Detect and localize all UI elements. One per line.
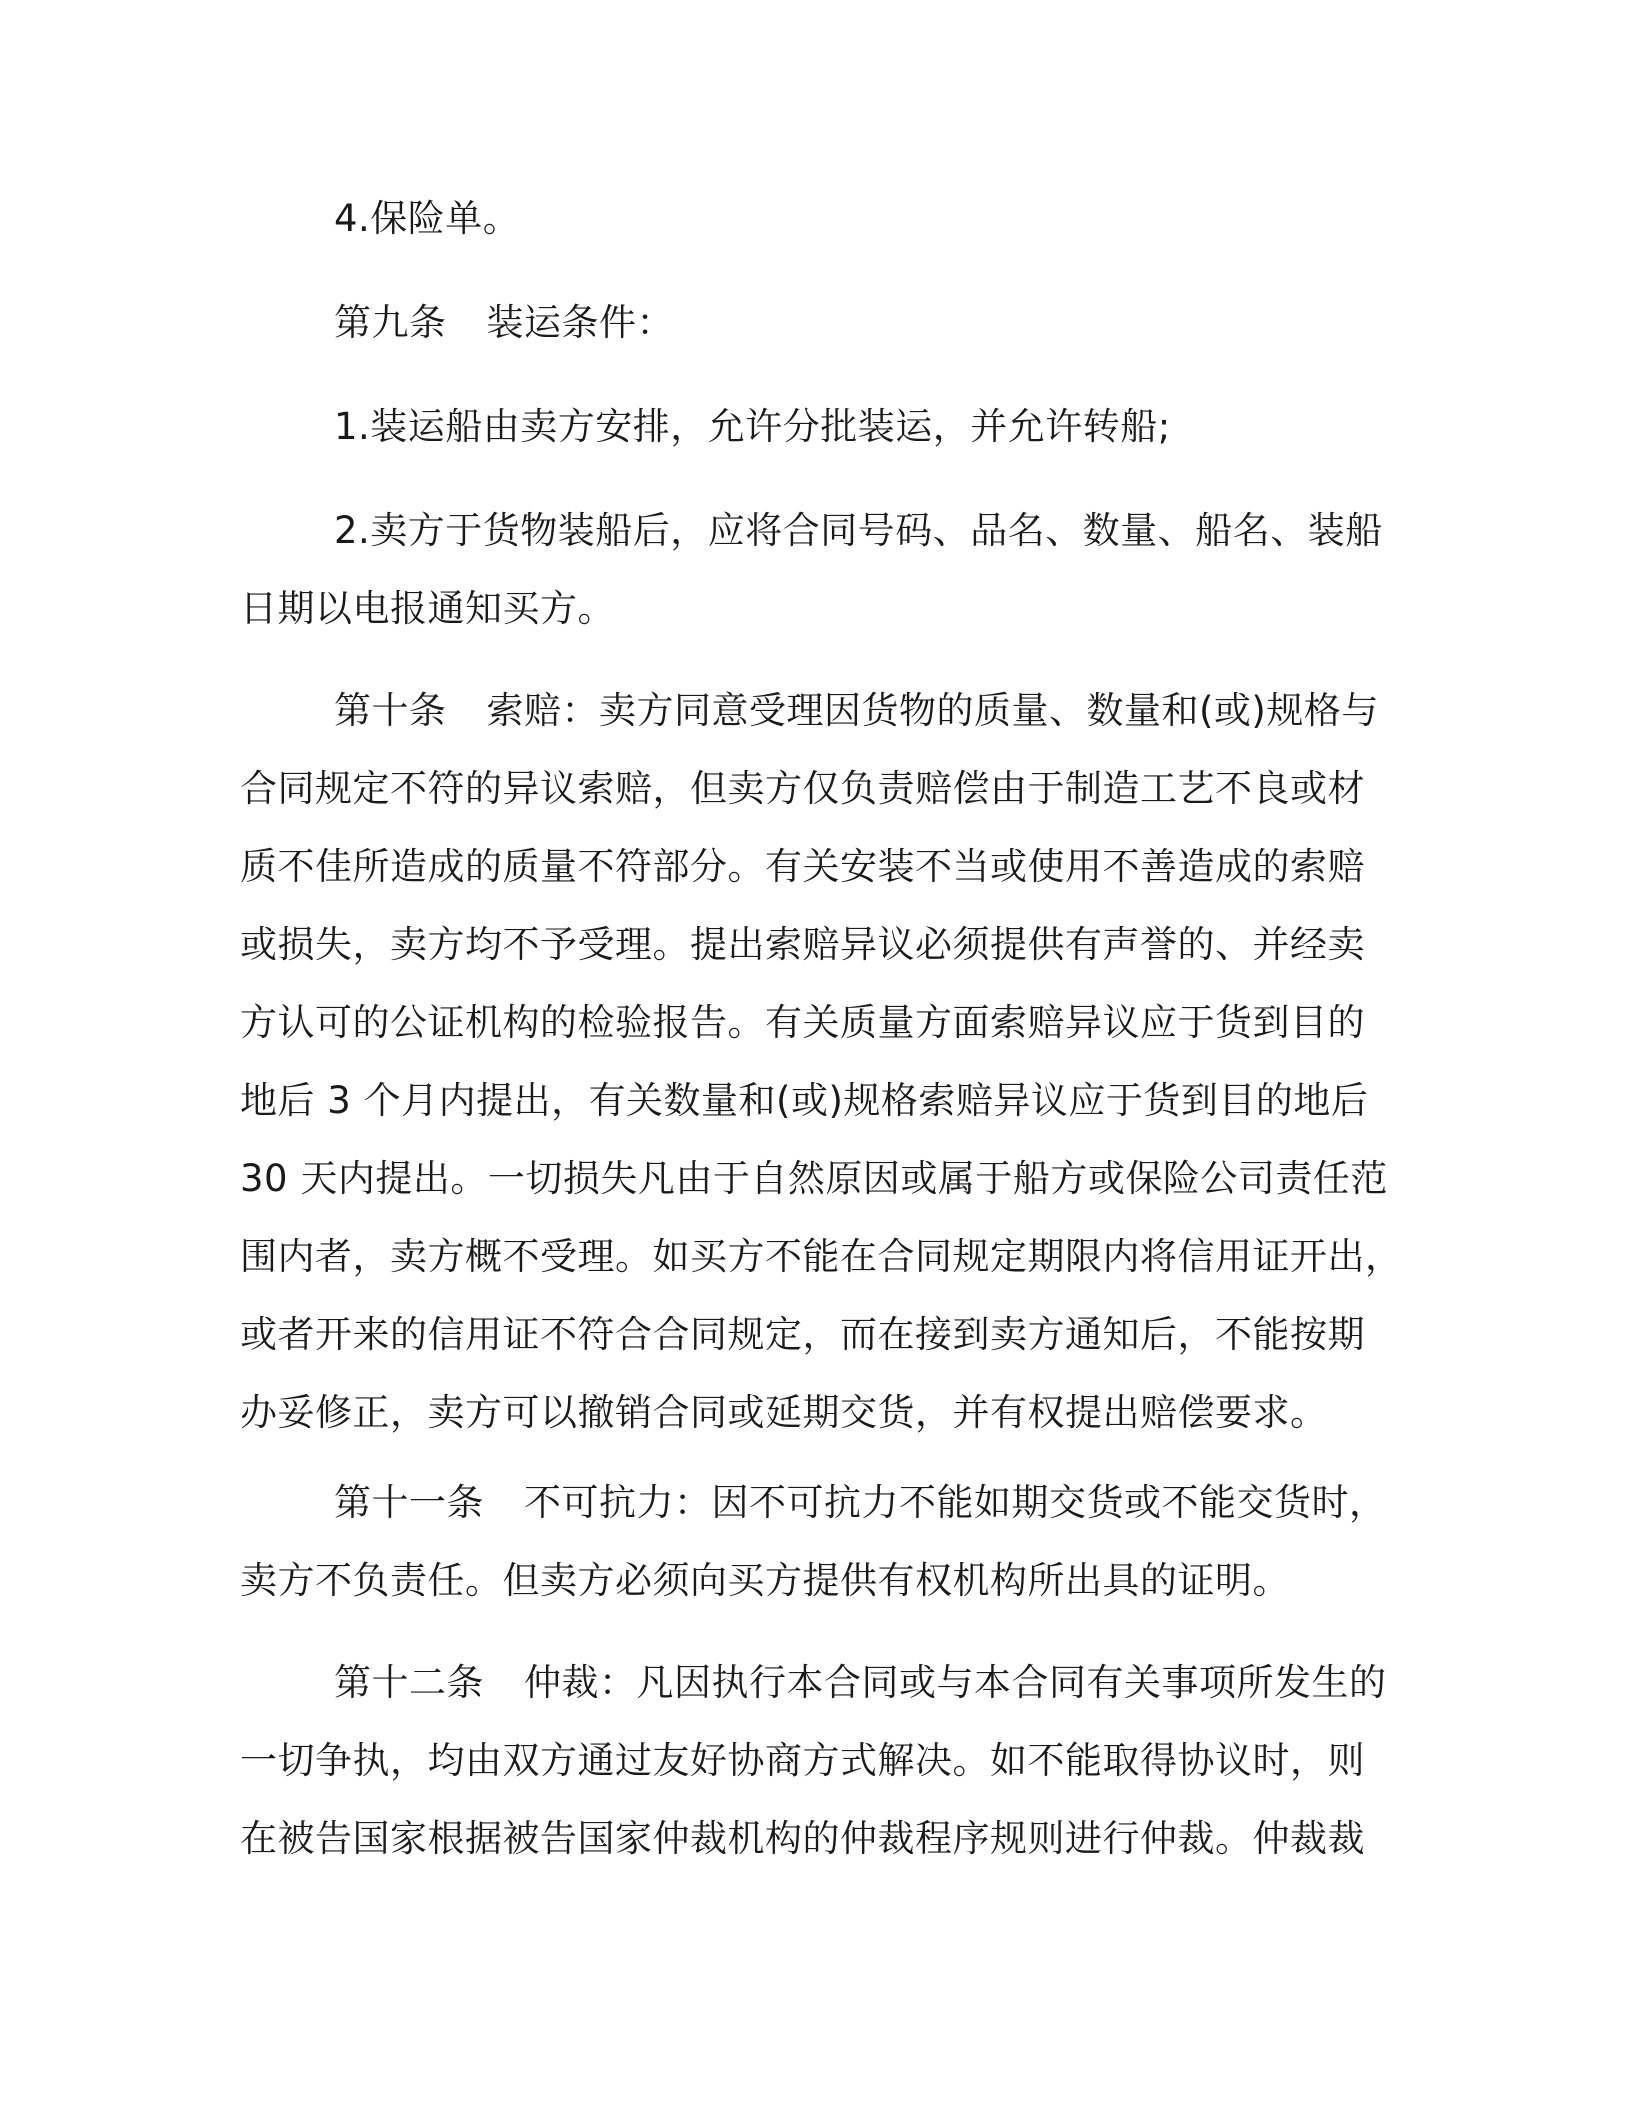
text-line: 质不佳所造成的质量不符部分。有关安装不当或使用不善造成的索赔 (240, 845, 1365, 888)
article-9-heading (240, 284, 1380, 362)
text-line: 30 天内提出。一切损失凡由于自然原因或属于船方或保险公司责任范 (240, 1157, 1388, 1200)
article-10 (240, 672, 1403, 1452)
text-line: 地后 3 个月内提出，有关数量和(或)规格索赔异议应于货到目的地后 (240, 1079, 1369, 1122)
article-9-clause-1-text: 1.装运船由卖方安排，允许分批装运，并允许转船; (334, 405, 1171, 448)
article-9-title: 装运条件： (486, 301, 674, 344)
text-line: 一切争执，均由双方通过友好协商方式解决。如不能取得协议时，则 (240, 1739, 1365, 1782)
text-line: 合同规定不符的异议索赔，但卖方仅负责赔偿由于制造工艺不良或材 (240, 767, 1365, 810)
article-9-clause-2 (240, 492, 1383, 648)
item-4 (240, 180, 1380, 258)
article-9-clause-1 (240, 388, 1380, 466)
text-line: 方认可的公证机构的检验报告。有关质量方面索赔异议应于货到目的 (240, 1001, 1365, 1044)
text-line: 或者开来的信用证不符合合同规定，而在接到卖方通知后，不能按期 (240, 1313, 1365, 1356)
text-line: 卖方不负责任。但卖方必须向买方提供有权机构所出具的证明。 (240, 1559, 1290, 1602)
article-12-number: 第十二条 (334, 1661, 484, 1704)
article-11-number: 第十一条 (334, 1481, 484, 1524)
text-line: 或损失，卖方均不予受理。提出索赔异议必须提供有声誉的、并经卖 (240, 923, 1365, 966)
text-line: 在被告国家根据被告国家仲裁机构的仲裁程序规则进行仲裁。仲裁裁 (240, 1817, 1365, 1860)
article-10-number: 第十条 (334, 689, 447, 732)
text-line: 仲裁：凡因执行本合同或与本合同有关事项所发生的 (524, 1661, 1387, 1704)
text-line: 办妥修正，卖方可以撤销合同或延期交货，并有权提出赔偿要求。 (240, 1391, 1328, 1434)
text-line: 索赔：卖方同意受理因货物的质量、数量和(或)规格与 (486, 689, 1379, 732)
text-line: 围内者，卖方概不受理。如买方不能在合同规定期限内将信用证开出， (240, 1235, 1403, 1278)
article-11 (240, 1464, 1387, 1620)
text-line: 2.卖方于货物装船后，应将合同号码、品名、数量、船名、装船 (334, 509, 1383, 552)
text-line: 日期以电报通知买方。 (240, 587, 615, 630)
item-4-text: 4.保险单。 (334, 197, 521, 240)
article-9-number: 第九条 (334, 301, 447, 344)
text-line: 不可抗力：因不可抗力不能如期交货或不能交货时， (524, 1481, 1387, 1524)
article-12 (240, 1644, 1387, 1878)
